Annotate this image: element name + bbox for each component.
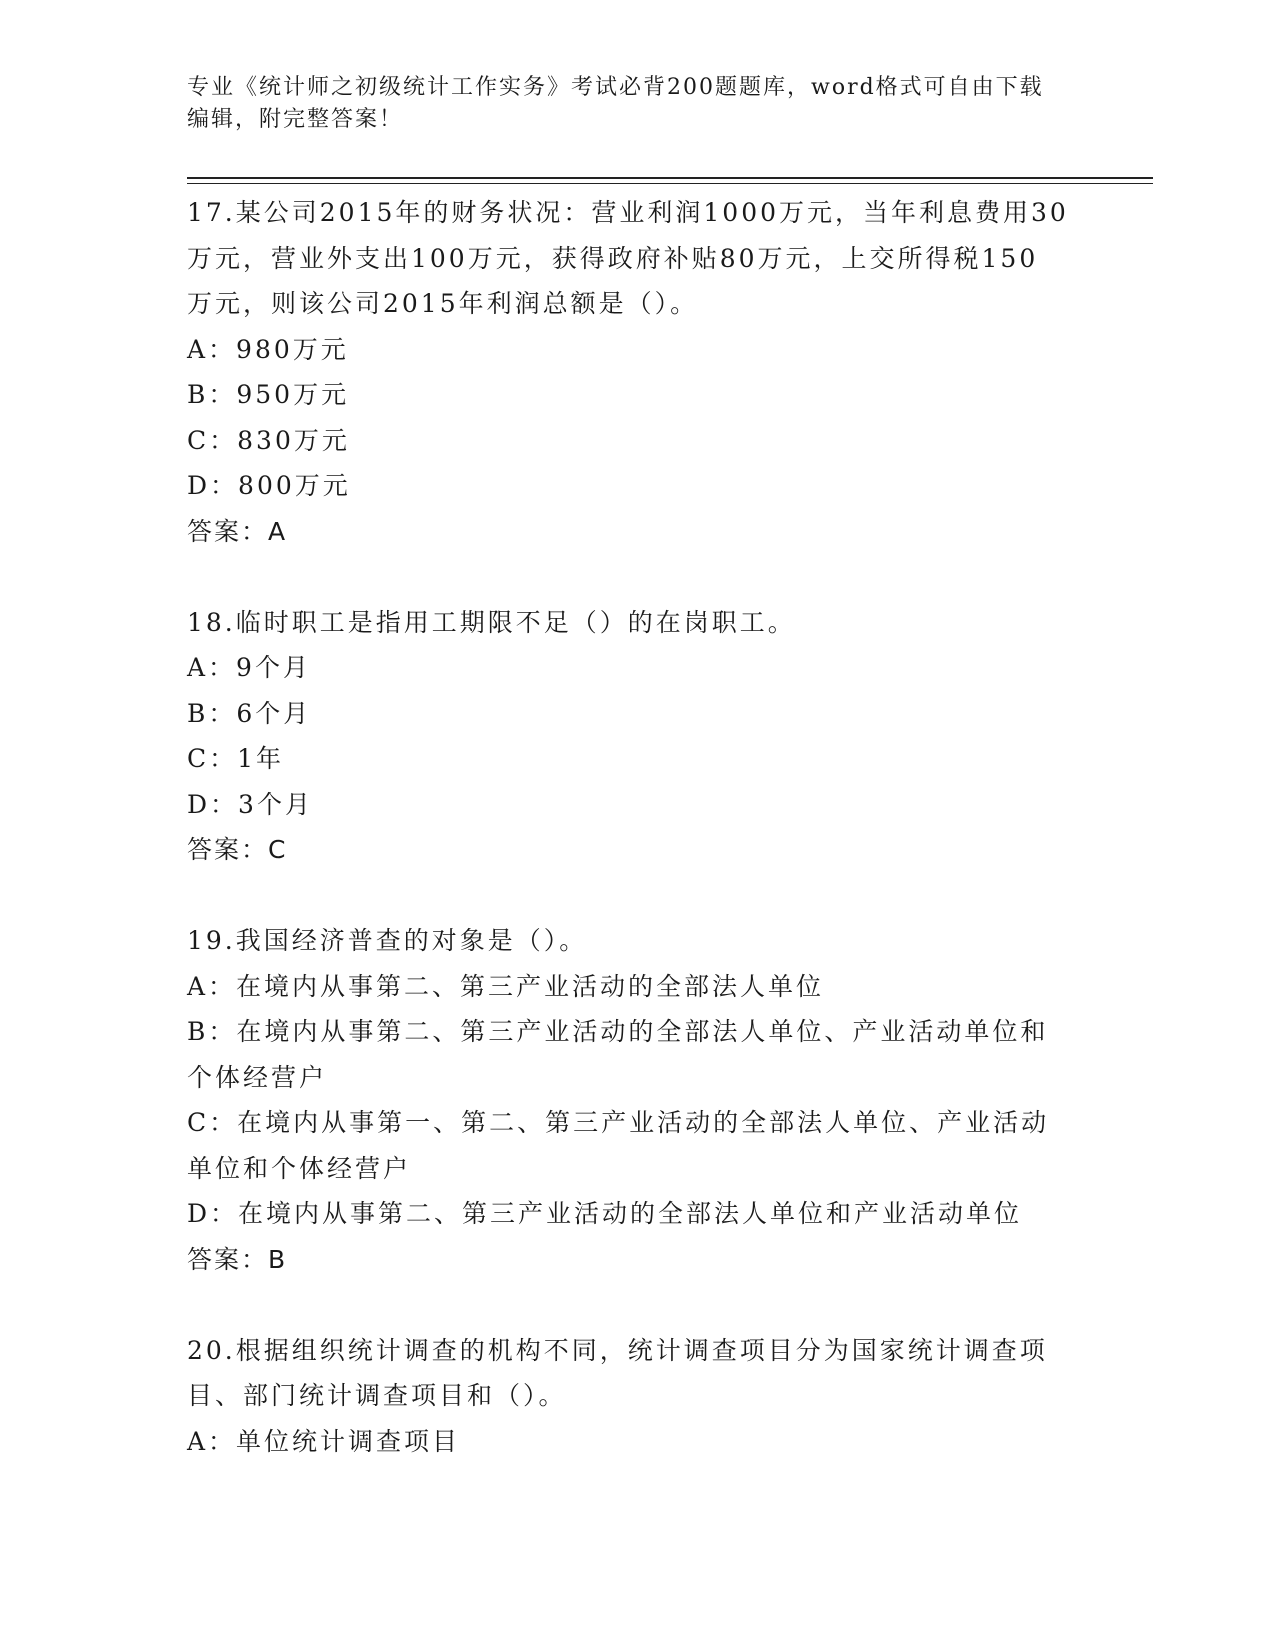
question-stem-line: 18.临时职工是指用工期限不足（）的在岗职工。: [187, 607, 796, 637]
option-c: C：在境内从事第一、第二、第三产业活动的全部法人单位、产业活动: [187, 1108, 1050, 1137]
question-stem-line: 目、部门统计调查项目和（）。: [187, 1381, 567, 1410]
question-spacer: [187, 1282, 1087, 1328]
option-c: C：1年: [187, 744, 285, 773]
question-20: [187, 1328, 1087, 1465]
document-header: [187, 72, 1067, 136]
option-c: C：830万元: [187, 425, 350, 455]
question-stem-line: 17.某公司2015年的财务状况：营业利润1000万元，当年利息费用30: [187, 198, 1069, 227]
question-19: [187, 918, 1087, 1282]
answer-line: 答案：A: [187, 516, 288, 546]
question-stem-line: 万元，营业外支出100万元，获得政府补贴80万元，上交所得税150: [187, 243, 1039, 273]
header-line-2: 编辑，附完整答案！: [187, 107, 404, 132]
header-line-1: 专业《统计师之初级统计工作实务》考试必背200题题库，word格式可自由下载: [187, 75, 1044, 100]
option-d: D：800万元: [187, 471, 351, 500]
option-a: A：在境内从事第二、第三产业活动的全部法人单位: [187, 971, 825, 1001]
answer-line: 答案：B: [187, 1244, 288, 1274]
question-18: [187, 600, 1087, 873]
option-c-continued: 单位和个体经营户: [187, 1153, 412, 1183]
option-b-continued: 个体经营户: [187, 1062, 328, 1092]
option-d: D：在境内从事第二、第三产业活动的全部法人单位和产业活动单位: [187, 1199, 1023, 1228]
option-b: B：950万元: [187, 380, 350, 409]
option-a: A：单位统计调查项目: [187, 1426, 461, 1456]
question-stem-line: 20.根据组织统计调查的机构不同，统计调查项目分为国家统计调查项: [187, 1335, 1048, 1365]
option-d: D：3个月: [187, 789, 313, 819]
answer-line: 答案：C: [187, 835, 288, 864]
option-b: B：在境内从事第二、第三产业活动的全部法人单位、产业活动单位和: [187, 1017, 1049, 1046]
header-divider-thick: [187, 177, 1153, 179]
question-stem-line: 19.我国经济普查的对象是（）。: [187, 926, 588, 955]
question-stem-line: 万元，则该公司2015年利润总额是（）。: [187, 289, 699, 318]
question-spacer: [187, 873, 1087, 919]
question-17: [187, 190, 1087, 554]
option-b: B：6个月: [187, 698, 312, 728]
option-a: A：9个月: [187, 653, 311, 682]
option-a: A：980万元: [187, 334, 349, 364]
header-divider-thin: [187, 183, 1153, 184]
question-spacer: [187, 554, 1087, 600]
question-list: [187, 190, 1087, 1464]
